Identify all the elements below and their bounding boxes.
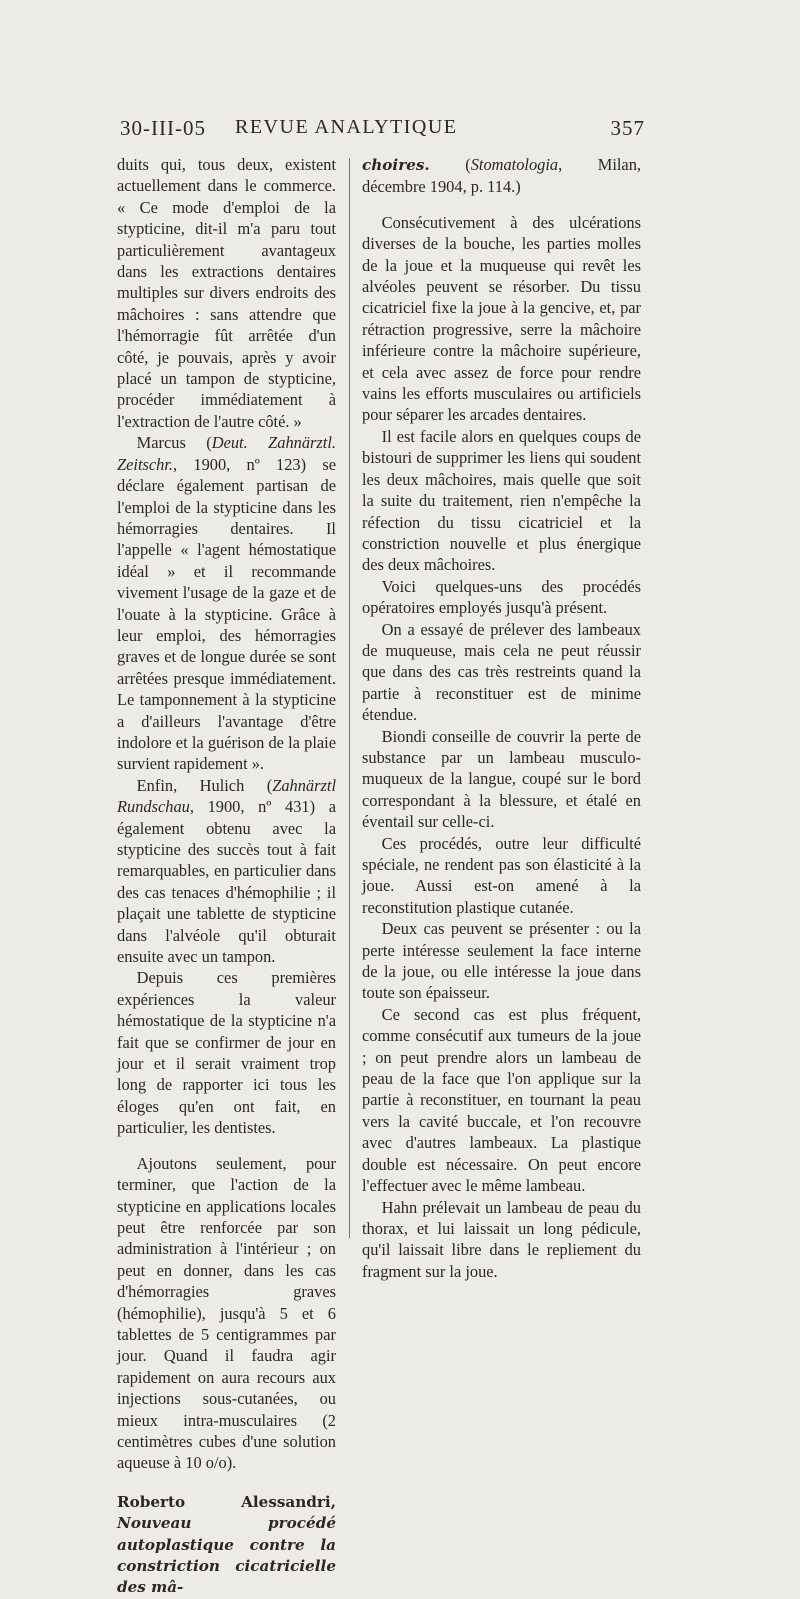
header-date: 30-III-05 xyxy=(120,116,206,140)
header-title: REVUE ANALYTIQUE xyxy=(235,116,458,138)
right-column xyxy=(362,154,641,1282)
running-header xyxy=(120,116,645,148)
text-run: Marcus ( xyxy=(136,433,212,453)
text-run: Enfin, Hulich ( xyxy=(136,775,273,795)
source-journal: Stomatologia xyxy=(470,155,559,174)
article-heading xyxy=(117,1492,336,1599)
paragraph: Biondi conseille de couvrir la perte de substance par un lambeau musculo-muqueux de la langue, coupé sur le bord correspondant à la blessure, et étalé en éventail sur celle-ci. xyxy=(362,726,641,832)
paragraph xyxy=(117,432,336,775)
article-heading-continued xyxy=(362,154,641,198)
paragraph: Il est facile alors en quelques coups de bistouri de supprimer les liens qui soudent les deux mâchoires, mais quelle que soit la suite du traitement, rien n'empêche la réfection du tissu cicatriciel et la constriction nouvelle et plus énergique des deux mâchoires. xyxy=(362,426,641,575)
spacer xyxy=(117,1139,336,1153)
paragraph: Voici quelques-uns des procédés opératoires employés jusqu'à présent. xyxy=(362,576,641,618)
paragraph: Ajoutons seulement, pour terminer, que l'action de la stypticine en applications locales peut être renforcée par son administration à l'intérieur ; on peut en donner, dans les cas d'hémorragies graves (hémophilie), jusqu'à 5 et 6 tablettes de 5 centigrammes par jour. Quand il faudra agir rapidement on aura recours aux injections sous-cutanées, ou mieux intra-musculaires (2 centimètres cubes d'une solution aqueuse à 10 o/o). xyxy=(117,1153,336,1473)
source-details: , Milan, décembre 1904, p. 114.) xyxy=(362,155,641,197)
paragraph: Deux cas peuvent se présenter : ou la perte intéresse seulement la face interne de la joue, ou elle intéresse la joue dans toute son épaisseur. xyxy=(362,919,641,1003)
paragraph xyxy=(117,775,336,968)
paragraph: Consécutivement à des ulcérations diverses de la bouche, les parties molles de la joue et la muqueuse qui revêt les alvéoles peuvent se résorber. Du tissu cicatriciel fixe la joue à la gencive, et, par rétraction progressive, serre la mâchoire inférieure contre la mâchoire supérieure, et cela avec assez de force pour rendre vains les efforts musculaires ou artificiels pour séparer les arcades dentaires. xyxy=(362,212,641,425)
paragraph: Depuis ces premières expériences la valeur hémostatique de la stypticine n'a fait que se confirmer de jour en jour et il serait vraiment trop long de rapporter ici tous les éloges qu'en ont fait, en particulier, les dentistes. xyxy=(117,968,336,1138)
journal-reference: Zahnärztl Rundschau xyxy=(117,775,336,817)
left-column xyxy=(117,154,336,1599)
paragraph: Hahn prélevait un lambeau de peau du thorax, et lui laissait un long pédicule, qu'il laissait libre dans le repliement du fragment sur la joue. xyxy=(362,1197,641,1281)
paragraph: Ce second cas est plus fréquent, comme consécutif aux tumeurs de la joue ; on peut prendre alors un lambeau de peau de la face que l'on applique sur la partie à reconstituer, en tournant la peau vers la cavité buccale, et l'on recouvre avec d'autres lambeaux. La plastique double est nécessaire. On peut encore l'effectuer avec le même lambeau. xyxy=(362,1004,641,1196)
text-run: , 1900, nº 431) a également obtenu avec la stypticine des succès tout à fait remarquables, en particulier dans des cas tenaces d'hémophilie ; il plaçait une tablette de stypticine dans l'alvéole qu'il obturait ensuite avec un tampon. xyxy=(117,797,336,967)
text-run: , 1900, nº 123) se déclare également partisan de l'emploi de la stypticine dans les hémorragies dentaires. Il l'appelle « l'agent hémostatique idéal » et il recommande vivement l'usage de la gaze et de l'ouate à la stypticine. Grâce à leur emploi, des hémorragies graves et de longue durée se sont arrêtées presque immédiatement. Le tamponnement à la stypticine a d'ailleurs l'avantage d'être indolore et la guérison de la plaie survient rapidement ». xyxy=(117,454,336,774)
page-number: 357 xyxy=(610,116,645,140)
article-title: Nouveau procédé autoplastique contre la constriction cicatricielle des mâ- xyxy=(117,1514,336,1597)
column-divider xyxy=(349,158,350,1238)
paragraph: Ces procédés, outre leur difficulté spéciale, ne rendent pas son élasticité à la joue. Aussi est-on amené à la reconstitution plastique cutanée. xyxy=(362,833,641,917)
paragraph: duits qui, tous deux, existent actuellement dans le commerce. « Ce mode d'emploi de la stypticine, dit-il m'a paru tout particulièrement avantageux dans les extractions dentaires multiples sur divers endroits des mâchoires : sans attendre que l'hémorragie fût arrêtée d'un côté, je pouvais, après y avoir placé un tampon de stypticine, procéder immédiatement à l'extraction de l'autre côté. » xyxy=(117,155,336,431)
paragraph: On a essayé de prélever des lambeaux de muqueuse, mais cela ne peut réussir que dans des cas très restreints quand la partie à reconstituer est de minime étendue. xyxy=(362,619,641,725)
article-author: Roberto Alessandri, xyxy=(117,1492,336,1511)
text-run: ( xyxy=(429,155,471,174)
journal-reference: Deut. Zahnärztl. Zeitschr. xyxy=(117,433,336,474)
article-title-continued: choires. xyxy=(362,156,430,174)
spacer xyxy=(362,198,641,212)
